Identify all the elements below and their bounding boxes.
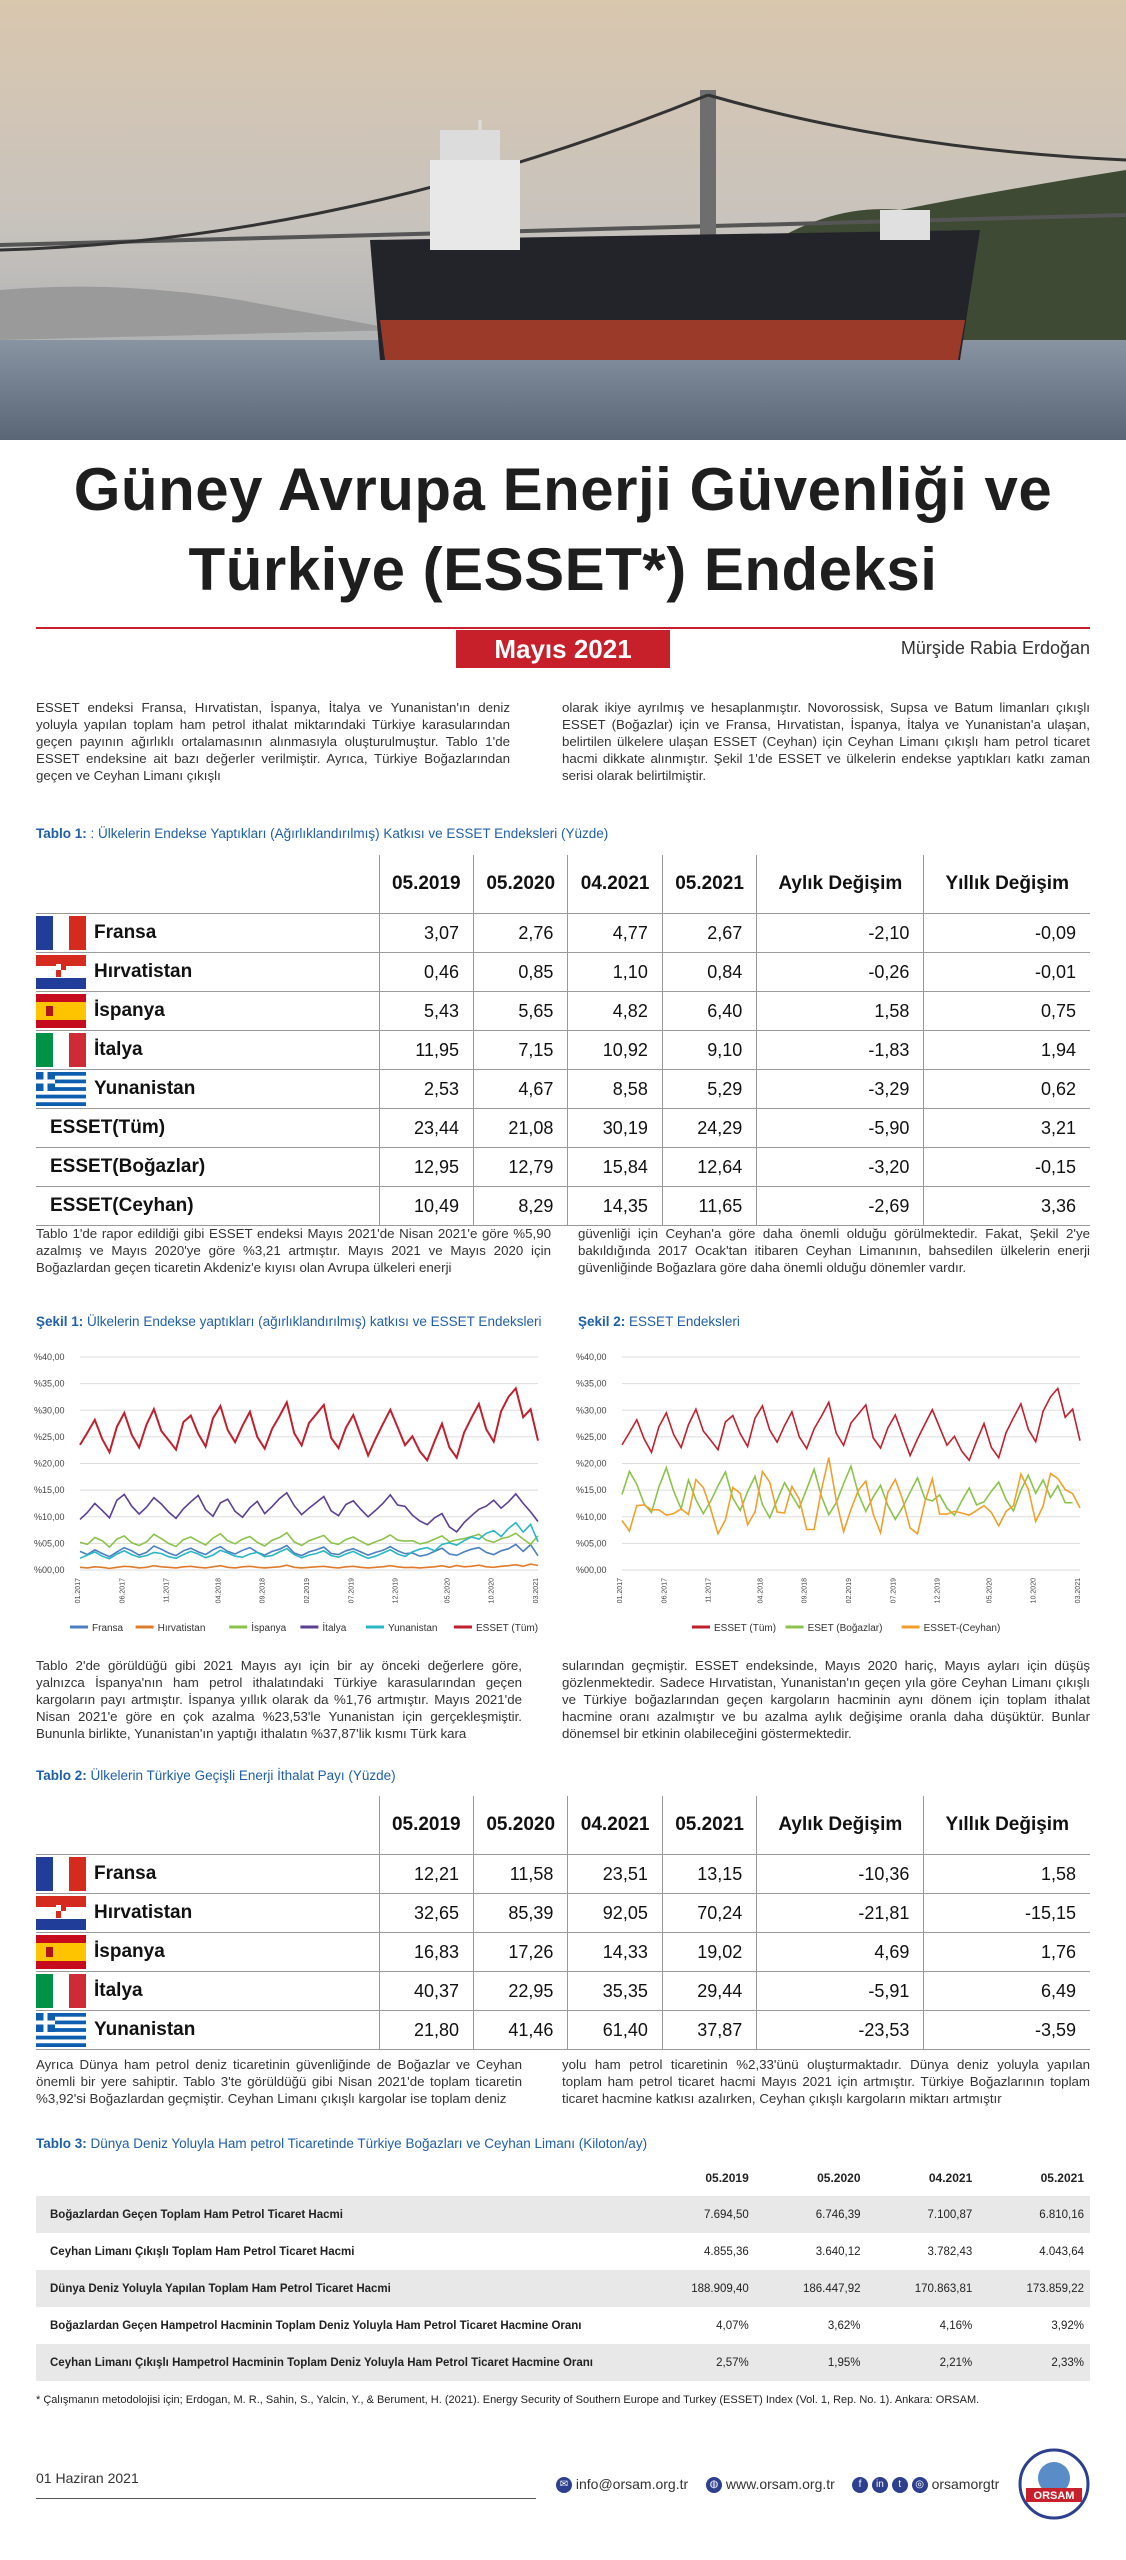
- table1-row: [36, 1031, 1090, 1070]
- chart1-y-tick-label: %10,00: [34, 1511, 65, 1522]
- table1-flag-cell: [36, 914, 86, 953]
- table2-col-header: Yıllık Değişim: [924, 1796, 1090, 1855]
- footer-web-link[interactable]: ◍ www.orsam.org.tr: [706, 2476, 835, 2493]
- table1-cell: 9,10: [662, 1031, 756, 1070]
- chart1-x-tick-label: 05.2020: [444, 1578, 452, 1604]
- it-flag-icon: [36, 1033, 86, 1067]
- table1-cell: 14,35: [568, 1187, 662, 1226]
- table1-row-label: Hırvatistan: [86, 953, 379, 992]
- table1-flag-cell: [36, 992, 86, 1031]
- table2-cell: 11,58: [474, 1855, 568, 1894]
- table2-cell: 29,44: [662, 1972, 756, 2011]
- chart2-y-tick-label: %00,00: [576, 1565, 607, 1575]
- table1-cell: 3,21: [924, 1109, 1090, 1148]
- table2-flag-cell: [36, 1855, 86, 1894]
- chart1-x-tick-label: 10.2020: [488, 1578, 496, 1604]
- table2-cell: -15,15: [924, 1894, 1090, 1933]
- table1-cell: 8,58: [568, 1070, 662, 1109]
- chart2-x-tick-label: 03.2021: [1075, 1578, 1082, 1604]
- table3-col-header: 05.2020: [817, 2171, 861, 2185]
- es-flag-icon: [36, 1935, 86, 1969]
- table1-flag-cell: [36, 1031, 86, 1070]
- table1-cell: 4,82: [568, 992, 662, 1031]
- table2-cell: 32,65: [379, 1894, 473, 1933]
- chart2-x-tick-label: 05.2020: [986, 1578, 994, 1604]
- table1-row: [36, 1109, 1090, 1148]
- footer-email-link[interactable]: ✉ info@orsam.org.tr: [556, 2476, 688, 2493]
- table2-cell: -23,53: [757, 2011, 924, 2050]
- table1-cell: -3,29: [757, 1070, 924, 1109]
- mid-text-left: Tablo 1'de rapor edildiği gibi ESSET endeksi Mayıs 2021'de Nisan 2021'e göre %5,90 azalmış ve Mayıs 2020'ye göre %3,21 artmıştır. Mayıs 2021 ve Mayıs 2020 için Boğazlardan geçen ticaretin Akdeniz'e kıyısı olan Avrupa ülkeleri enerji: [36, 1226, 551, 1275]
- instagram-icon: ◎: [912, 2477, 928, 2493]
- table2: [36, 1796, 1090, 2050]
- chart2-y-tick-label: %10,00: [576, 1511, 607, 1522]
- table1-cell: 10,92: [568, 1031, 662, 1070]
- page-title-line1: Güney Avrupa Enerji Güvenliği ve: [73, 456, 1053, 523]
- author-name: Mürşide Rabia Erdoğan: [900, 638, 1090, 658]
- table1-row-label: İspanya: [86, 992, 379, 1031]
- chart1-series-line: [80, 1564, 538, 1568]
- table3-caption: Tablo 3: Dünya Deniz Yoluyla Ham petrol Ticaretinde Türkiye Boğazları ve Ceyhan Limanı (Kiloton/ay): [36, 2136, 648, 2151]
- figure2-caption: Şekil 2: ESSET Endeksleri: [578, 1314, 740, 1329]
- chart2-x-tick-label: 04.2018: [757, 1578, 765, 1604]
- table2-cell: 37,87: [662, 2011, 756, 2050]
- table1-cell: -0,01: [924, 953, 1090, 992]
- linkedin-icon: in: [872, 2477, 888, 2493]
- table2-cell: 19,02: [662, 1933, 756, 1972]
- table1-cell: 3,36: [924, 1187, 1090, 1226]
- table3-cell: 3.782,43: [927, 2245, 973, 2258]
- table1-row-label: Yunanistan: [86, 1070, 379, 1109]
- chart2-series-line: [622, 1388, 1080, 1460]
- gr-flag-icon: [36, 2013, 86, 2047]
- table1-cell: 5,29: [662, 1070, 756, 1109]
- intro-text-right: olarak ikiye ayrılmış ve hesaplanmıştır. Novorossisk, Supsa ve Batum limanları çıkışlı ESSET (Boğazlar) için ve Fransa, Hırvatistan, İspanya, İtalya ve Yunanistan'a ulaşan, belirtilen ülkelere ulaşan ESSET (Ceyhan) için Ceyhan Limanı çıkışlı ham petrol ticaret hacmi dikkate alınmıştır. Şekil 1'de ESSET ve ülkelerin endekse yaptıkları katkı zaman serisi olarak belirtilmiştir.: [562, 700, 1090, 783]
- table2-col-header: 05.2019: [379, 1796, 473, 1855]
- chart1-legend-label: Hırvatistan: [157, 1623, 206, 1634]
- table3-cell: 170.863,81: [867, 2270, 979, 2307]
- table2-col-header: 05.2020: [474, 1796, 568, 1855]
- es-flag-icon: [36, 994, 86, 1028]
- footer-date: 01 Haziran 2021: [36, 2470, 139, 2486]
- chart2-x-tick-label: 07.2019: [890, 1578, 898, 1604]
- table1-cell: 1,10: [568, 953, 662, 992]
- table1-cell: -5,90: [757, 1109, 924, 1148]
- table2-cell: 61,40: [568, 2011, 662, 2050]
- chart2-y-tick-label: %35,00: [576, 1378, 607, 1389]
- table2-cell: 4,69: [757, 1933, 924, 1972]
- table1-col-header: 05.2020: [474, 855, 568, 914]
- chart1-legend-label: İspanya: [251, 1623, 287, 1634]
- chart2-y-tick-label: %30,00: [576, 1405, 607, 1416]
- table1-cell: 1,58: [757, 992, 924, 1031]
- it-flag-icon: [36, 1974, 86, 2008]
- chart1-x-tick-label: 02.2019: [304, 1578, 311, 1604]
- table2-row: [36, 1933, 1090, 1972]
- table1-caption: Tablo 1: : Ülkelerin Endekse Yaptıkları (Ağırlıklandırılmış) Katkısı ve ESSET Endeksleri (Yüzde): [36, 826, 609, 841]
- table1-header-blank: [36, 855, 379, 914]
- table2-row: [36, 1894, 1090, 1933]
- table2-cell: 17,26: [474, 1933, 568, 1972]
- chart1-x-tick-label: 03.2021: [533, 1578, 540, 1604]
- chart1-x-tick-label: 07.2019: [348, 1578, 356, 1604]
- email-icon: ✉: [556, 2477, 572, 2493]
- table1-cell: -2,10: [757, 914, 924, 953]
- chart2-legend-label: ESSET (Tüm): [714, 1623, 777, 1634]
- table1-cell: -2,69: [757, 1187, 924, 1226]
- table1-row-label: İtalya: [86, 1031, 379, 1070]
- table1-cell: 12,64: [662, 1148, 756, 1187]
- table2-cell: 12,21: [379, 1855, 473, 1894]
- table3-cell: 7.100,87: [867, 2196, 979, 2233]
- chart1-series-line: [80, 1388, 538, 1460]
- table2-cell: 40,37: [379, 1972, 473, 2011]
- table1-row: [36, 914, 1090, 953]
- figure-text-left: Tablo 2'de görüldüğü gibi 2021 Mayıs ayı için bir ay önceki değerlere göre, yalnızca İspanya'nın ham petrol ithalatındaki Türkiye karasularından geçen kargoların payı artmıştır. İspanya yıllık olarak da %1,76 artmıştır. Mayıs 2021'de Nisan 2021'e göre en çok azalma %23,53'le Yunanistan için gerçekleşmiştir. Bununla birlikte, Yunanistan'ın yaptığı ithalatın %37,87'lik kısmı Türk kara: [36, 1658, 522, 1741]
- table2-header-blank: [36, 1796, 379, 1855]
- table2-row: [36, 2011, 1090, 2050]
- table1-cell: 8,29: [474, 1187, 568, 1226]
- table1-cell: 24,29: [662, 1109, 756, 1148]
- table3-cell: 4,07%: [716, 2319, 749, 2332]
- table2-text-right: yolu ham petrol ticaretinin %2,33'ünü oluşturmaktadır. Dünya deniz yoluyla yapılan toplam ham petrol ticaret hacmi Mayıs 2021 için artmıştır. Türkiye Boğazlarının toplam ticaret hacmine katkısı azalırken, Ceyhan çıkışlı kargoların miktarı artmıştır: [562, 2057, 1090, 2106]
- table2-flag-cell: [36, 1972, 86, 2011]
- table3-cell: 3.640,12: [815, 2245, 861, 2258]
- table1-row: [36, 992, 1090, 1031]
- chart1-y-tick-label: %00,00: [34, 1565, 65, 1575]
- table1-cell: -1,83: [757, 1031, 924, 1070]
- chart1-x-tick-label: 12.2019: [392, 1578, 400, 1604]
- table1-col-header: 04.2021: [568, 855, 662, 914]
- chart1-y-tick-label: %15,00: [34, 1485, 65, 1496]
- facebook-icon: f: [852, 2477, 868, 2493]
- figure-text-right: sularından geçmiştir. ESSET endeksinde, Mayıs 2020 hariç, Mayıs ayları için düşüş gözlenmektedir. Sadece Hırvatistan, Yunanistan'ın geçen yıla göre Ceyhan Limanı çıkışlı ve Türkiye boğazlarından geçen kargoların hacminin aynı dönem için toplam ithalat hacmine oranı azalmıştır ve bu azalma aylık değişime oranla daha düşüktür. Bunlar dönemsel bir etkinin olabileceğini göstermektedir.: [562, 1658, 1090, 1741]
- table1: [36, 855, 1090, 1226]
- table1-row: [36, 953, 1090, 992]
- table3-cell: 4.855,36: [703, 2245, 749, 2258]
- chart2-y-tick-label: %05,00: [576, 1538, 607, 1549]
- table1-cell: 23,44: [379, 1109, 473, 1148]
- table3-cell: 4,16%: [939, 2319, 973, 2332]
- table2-cell: 1,76: [924, 1933, 1090, 1972]
- page-title-line2: Türkiye (ESSET*) Endeksi: [188, 536, 938, 603]
- chart2-y-tick-label: %25,00: [576, 1431, 607, 1442]
- table2-cell: 16,83: [379, 1933, 473, 1972]
- table2-cell: 23,51: [568, 1855, 662, 1894]
- chart2-y-tick-label: %20,00: [576, 1458, 607, 1469]
- chart1-legend-label: ESSET (Tüm): [476, 1623, 539, 1634]
- table1-cell: -0,15: [924, 1148, 1090, 1187]
- chart1-legend-label: Fransa: [92, 1623, 124, 1634]
- chart1-x-tick-label: 09.2018: [259, 1578, 267, 1604]
- hr-flag-icon: [36, 1896, 86, 1930]
- table1-cell: 30,19: [568, 1109, 662, 1148]
- table1-cell: 2,67: [662, 914, 756, 953]
- table3-row: [36, 2270, 1090, 2307]
- chart1-legend-label: İtalya: [322, 1623, 347, 1634]
- table1-cell: -0,26: [757, 953, 924, 992]
- table3-header-blank: [36, 2160, 643, 2196]
- table1-col-header: 05.2021: [662, 855, 756, 914]
- table2-cell: 35,35: [568, 1972, 662, 2011]
- date-badge: Mayıs 2021: [456, 630, 670, 668]
- table2-row-label: İtalya: [86, 1972, 379, 2011]
- table3-row: [36, 2344, 1090, 2381]
- table1-row-label: ESSET(Tüm): [36, 1109, 379, 1148]
- table1-col-header: 05.2019: [379, 855, 473, 914]
- table3-cell: 2,57%: [643, 2344, 755, 2381]
- table1-cell: 0,62: [924, 1070, 1090, 1109]
- table2-flag-cell: [36, 2011, 86, 2050]
- table3-row: [36, 2307, 1090, 2344]
- chart2-x-tick-label: 01.2017: [617, 1578, 624, 1604]
- chart-figure1: [30, 1345, 550, 1640]
- table3-cell: 6.810,16: [978, 2196, 1090, 2233]
- table1-cell: 12,79: [474, 1148, 568, 1187]
- table2-text-left: Ayrıca Dünya ham petrol deniz ticaretinin güvenliğinde de Boğazlar ve Ceyhan önemli bir yere sahiptir. Tablo 3'te görüldüğü gibi Nisan 2021'de toplam ticaretin %3,92'si Boğazlardan geçmiştir. Ceyhan Limanı çıkışlı kargolar ise toplam deniz: [36, 2057, 522, 2106]
- chart1-y-tick-label: %20,00: [34, 1458, 65, 1469]
- fr-flag-icon: [36, 916, 86, 950]
- table1-cell: 0,84: [662, 953, 756, 992]
- table3-cell: 6.746,39: [755, 2196, 867, 2233]
- orsam-logo: [1018, 2448, 1090, 2520]
- table1-row-label: Fransa: [86, 914, 379, 953]
- table2-cell: 21,80: [379, 2011, 473, 2050]
- chart1-x-tick-label: 06.2017: [119, 1578, 127, 1604]
- table3-cell: 4.043,64: [1039, 2245, 1084, 2258]
- table3-cell: 1,95%: [755, 2344, 867, 2381]
- fr-flag-icon: [36, 1857, 86, 1891]
- table3-cell: 188.909,40: [643, 2270, 755, 2307]
- chart2-y-tick-label: %40,00: [576, 1352, 607, 1362]
- table1-cell: 6,40: [662, 992, 756, 1031]
- table3-col-header: 04.2021: [928, 2171, 973, 2185]
- table1-row-label: ESSET(Ceyhan): [36, 1187, 379, 1226]
- table1-cell: 11,95: [379, 1031, 473, 1070]
- chart1-legend-label: Yunanistan: [388, 1623, 438, 1634]
- chart2-x-tick-label: 09.2018: [801, 1578, 809, 1604]
- table1-cell: 0,75: [924, 992, 1090, 1031]
- table1-cell: 4,67: [474, 1070, 568, 1109]
- table2-row-label: Fransa: [86, 1855, 379, 1894]
- chart1-y-tick-label: %25,00: [34, 1431, 65, 1442]
- footer-divider: [36, 2498, 536, 2499]
- chart2-legend-label: ESSET-(Ceyhan): [923, 1623, 1001, 1634]
- table3-row-label: Boğazlardan Geçen Toplam Ham Petrol Ticaret Hacmi: [36, 2196, 643, 2233]
- mid-text-right: güvenliği için Ceyhan'a göre daha önemli olduğu görülmektedir. Fakat, Şekil 2'ye bakıldığında 2017 Ocak'tan itibaren Ceyhan Limanının, bahsedilen ülkelerin enerji güvenliğinde Boğazlara göre daha önemli olduğu dönemler vardır.: [578, 1226, 1090, 1275]
- hero-image: [0, 0, 1126, 440]
- table3-row-label: Ceyhan Limanı Çıkışlı Hampetrol Hacminin Toplam Deniz Yoluyla Ham Petrol Ticaret Hacmine Oranı: [36, 2344, 643, 2381]
- table2-row-label: Yunanistan: [86, 2011, 379, 2050]
- table2-cell: -21,81: [757, 1894, 924, 1933]
- table1-cell: 7,15: [474, 1031, 568, 1070]
- chart2-legend-label: ESET (Boğazlar): [807, 1623, 883, 1634]
- table1-cell: 5,65: [474, 992, 568, 1031]
- table3-cell: 7.694,50: [643, 2196, 755, 2233]
- footer-social-link[interactable]: f in t ◎ orsamorgtr: [852, 2476, 999, 2493]
- table1-row: [36, 1070, 1090, 1109]
- title-divider: [36, 627, 1090, 629]
- table2-cell: 13,15: [662, 1855, 756, 1894]
- table3-cell: 2,21%: [867, 2344, 979, 2381]
- globe-icon: ◍: [706, 2477, 722, 2493]
- table1-cell: 4,77: [568, 914, 662, 953]
- table2-cell: 22,95: [474, 1972, 568, 2011]
- table1-col-header: Yıllık Değişim: [924, 855, 1090, 914]
- table1-row: [36, 1187, 1090, 1226]
- table1-row-label: ESSET(Boğazlar): [36, 1148, 379, 1187]
- table2-cell: -10,36: [757, 1855, 924, 1894]
- table1-cell: 21,08: [474, 1109, 568, 1148]
- table1-cell: 12,95: [379, 1148, 473, 1187]
- chart-figure2: [572, 1345, 1092, 1640]
- table2-cell: -5,91: [757, 1972, 924, 2011]
- table3-cell: 2,33%: [978, 2344, 1090, 2381]
- table1-flag-cell: [36, 1070, 86, 1109]
- chart2-x-tick-label: 11.2017: [705, 1578, 713, 1603]
- table2-cell: -3,59: [924, 2011, 1090, 2050]
- table1-col-header: Aylık Değişim: [757, 855, 924, 914]
- chart1-y-tick-label: %30,00: [34, 1405, 65, 1416]
- table1-cell: 10,49: [379, 1187, 473, 1226]
- chart1-y-tick-label: %35,00: [34, 1378, 65, 1389]
- table3-row-label: Dünya Deniz Yoluyla Yapılan Toplam Ham Petrol Ticaret Hacmi: [36, 2270, 643, 2307]
- chart2-x-tick-label: 10.2020: [1030, 1578, 1038, 1604]
- table2-cell: 14,33: [568, 1933, 662, 1972]
- table1-cell: 0,46: [379, 953, 473, 992]
- chart2-x-tick-label: 12.2019: [934, 1578, 942, 1604]
- table3-cell: 3,92%: [1051, 2319, 1084, 2332]
- chart1-y-tick-label: %40,00: [34, 1352, 65, 1362]
- chart1-series-line: [80, 1533, 538, 1547]
- table1-cell: 1,94: [924, 1031, 1090, 1070]
- table3-cell: 186.447,92: [755, 2270, 867, 2307]
- table3-row-label: Ceyhan Limanı Çıkışlı Toplam Ham Petrol Ticaret Hacmi: [50, 2245, 355, 2258]
- table1-cell: 5,43: [379, 992, 473, 1031]
- table3-cell: 173.859,22: [978, 2270, 1090, 2307]
- logo-text: ORSAM: [1033, 2490, 1075, 2502]
- table2-cell: 41,46: [474, 2011, 568, 2050]
- table2-col-header: 04.2021: [568, 1796, 662, 1855]
- table2-row-label: İspanya: [86, 1933, 379, 1972]
- hr-flag-icon: [36, 955, 86, 989]
- chart1-x-tick-label: 11.2017: [163, 1578, 171, 1603]
- table3-row: [36, 2233, 1090, 2270]
- table2-row: [36, 1972, 1090, 2011]
- table2-cell: 70,24: [662, 1894, 756, 1933]
- table3: [36, 2160, 1090, 2381]
- table2-cell: 92,05: [568, 1894, 662, 1933]
- table2-flag-cell: [36, 1894, 86, 1933]
- table2-row: [36, 1855, 1090, 1894]
- gr-flag-icon: [36, 1072, 86, 1106]
- figure1-caption: Şekil 1: Ülkelerin Endekse yaptıkları (ağırlıklandırılmış) katkısı ve ESSET Endeksleri: [36, 1314, 542, 1329]
- chart1-series-line: [80, 1493, 538, 1532]
- table1-cell: -3,20: [757, 1148, 924, 1187]
- table1-cell: 15,84: [568, 1148, 662, 1187]
- table2-caption: Tablo 2: Ülkelerin Türkiye Geçişli Enerji İthalat Payı (Yüzde): [36, 1768, 396, 1783]
- chart1-y-tick-label: %05,00: [34, 1538, 65, 1549]
- chart1-x-tick-label: 01.2017: [75, 1578, 82, 1604]
- table3-row-label: Boğazlardan Geçen Hampetrol Hacminin Toplam Deniz Yoluyla Ham Petrol Ticaret Hacmine Oranı: [50, 2319, 582, 2332]
- table2-cell: 85,39: [474, 1894, 568, 1933]
- table1-cell: 0,85: [474, 953, 568, 992]
- table3-row: [36, 2196, 1090, 2233]
- table2-row-label: Hırvatistan: [86, 1894, 379, 1933]
- chart2-x-tick-label: 02.2019: [846, 1578, 853, 1604]
- table1-row: [36, 1148, 1090, 1187]
- intro-text-left: ESSET endeksi Fransa, Hırvatistan, İspanya, İtalya ve Yunanistan'ın deniz yoluyla yapılan toplam ham petrol ithalat miktarındaki Türkiye karasularından geçen payının ağırlıklı ortalamasının alınmasıyla oluşturulmuştur. Tablo 1'de ESSET endeksine ait bazı değerler verilmiştir. Ayrıca, Türkiye Boğazlarından geçen ve Ceyhan Limanı çıkışlı: [36, 700, 510, 783]
- table3-col-header: 05.2021: [1040, 2171, 1084, 2185]
- table1-cell: 2,76: [474, 914, 568, 953]
- table3-cell: 3,62%: [827, 2319, 861, 2332]
- table2-col-header: 05.2021: [662, 1796, 756, 1855]
- table2-col-header: Aylık Değişim: [757, 1796, 924, 1855]
- chart2-x-tick-label: 06.2017: [661, 1578, 669, 1604]
- chart1-x-tick-label: 04.2018: [215, 1578, 223, 1604]
- table1-flag-cell: [36, 953, 86, 992]
- table2-flag-cell: [36, 1933, 86, 1972]
- table1-cell: 3,07: [379, 914, 473, 953]
- table2-cell: 6,49: [924, 1972, 1090, 2011]
- table1-cell: 11,65: [662, 1187, 756, 1226]
- twitter-icon: t: [892, 2477, 908, 2493]
- footnote: * Çalışmanın metodolojisi için; Erdogan, M. R., Sahin, S., Yalcin, Y., & Berument, H. (2021). Energy Security of Southern Europe and Turkey (ESSET) Index (Vol. 1, Rep. No. 1). Ankara: ORSAM.: [36, 2394, 980, 2406]
- table1-cell: 2,53: [379, 1070, 473, 1109]
- table1-cell: -0,09: [924, 914, 1090, 953]
- table2-cell: 1,58: [924, 1855, 1090, 1894]
- table3-col-header: 05.2019: [705, 2171, 749, 2185]
- chart2-y-tick-label: %15,00: [576, 1485, 607, 1496]
